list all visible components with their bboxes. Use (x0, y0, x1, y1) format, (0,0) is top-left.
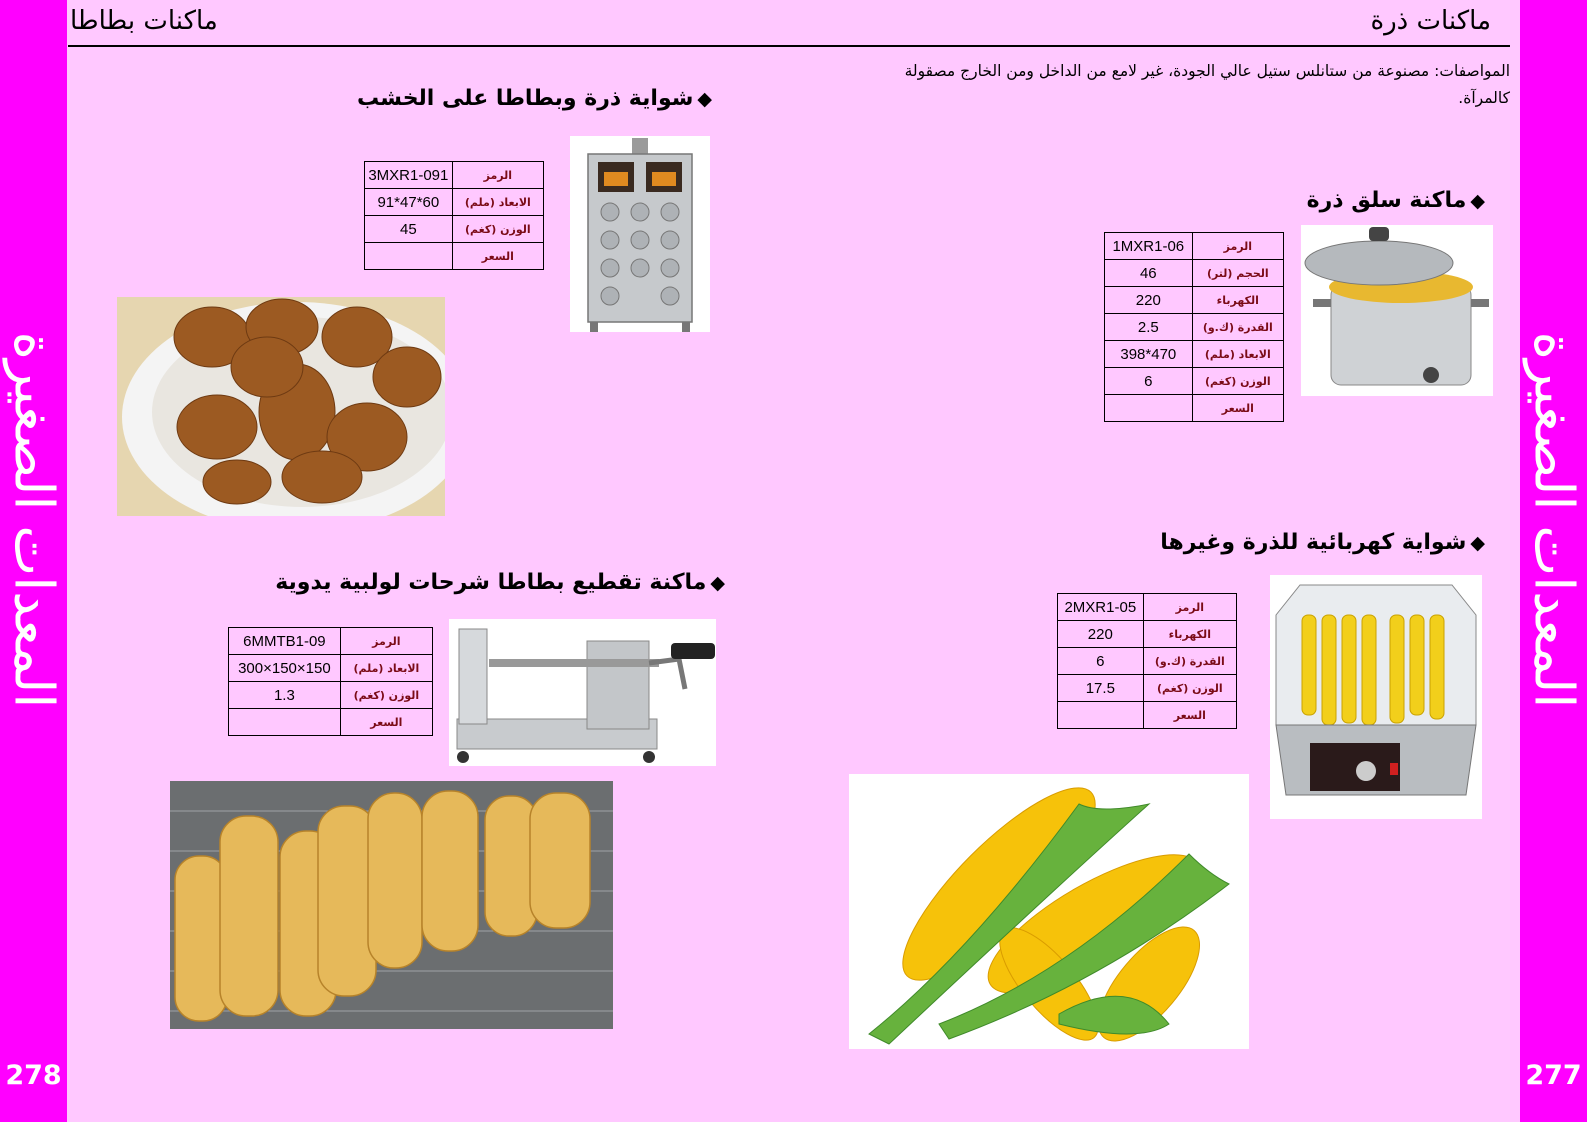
table-row (1105, 314, 1284, 341)
table-row (1105, 260, 1284, 287)
table-row (365, 162, 544, 189)
row-label: السعر (1143, 702, 1236, 729)
row-value: 6 (1058, 648, 1144, 675)
spiral-cutter-photo (449, 619, 716, 766)
specifications-text: المواصفات: مصنوعة من ستانلس ستيل عالي الجودة، غير لامع من الداخل ومن الخارج مصقولة كالمرآة. (904, 62, 1510, 107)
row-label: الابعاد (ملم) (452, 189, 543, 216)
row-value: 150×150×300 (229, 655, 341, 682)
electric-corn-grill-photo (1270, 575, 1482, 819)
row-label: السعر (1192, 395, 1283, 422)
table-row (365, 189, 544, 216)
row-label: الابعاد (ملم) (1192, 341, 1283, 368)
row-label: الرمز (1192, 233, 1283, 260)
row-value: 6MMTB1-09 (229, 628, 341, 655)
row-label: القدرة (ك.و) (1143, 648, 1236, 675)
right-sidebar-title: المعدات الصغيرة (1523, 331, 1584, 709)
table-row (1058, 621, 1237, 648)
row-value: 46 (1105, 260, 1193, 287)
table-row (1105, 341, 1284, 368)
row-label: الوزن (كغم) (452, 216, 543, 243)
row-value (1105, 395, 1193, 422)
bullet-icon: ◆ (710, 572, 725, 594)
product-title-electric-corn-grill (1160, 530, 1485, 555)
left-page-number: 278 (5, 1060, 62, 1091)
row-label: السعر (452, 243, 543, 270)
row-value: 220 (1058, 621, 1144, 648)
row-label: الكهرباء (1192, 287, 1283, 314)
row-label: الحجم (لتر) (1192, 260, 1283, 287)
roasted-potatoes-photo (117, 297, 445, 516)
row-value: 1.3 (229, 682, 341, 709)
row-value: 2MXR1-05 (1058, 594, 1144, 621)
spec-table-electric-corn-grill (1057, 593, 1237, 729)
row-value: 17.5 (1058, 675, 1144, 702)
spec-table-corn-boiler (1104, 232, 1284, 422)
right-sidebar-title-wrap (1520, 0, 1587, 1040)
table-row (365, 243, 544, 270)
row-label: الوزن (كغم) (1143, 675, 1236, 702)
row-label: الوزن (كغم) (340, 682, 432, 709)
row-value: 2.5 (1105, 314, 1193, 341)
product-title-spiral-cutter (275, 570, 725, 595)
row-value (365, 243, 453, 270)
table-row (1058, 675, 1237, 702)
left-page-header: ماكنات بطاطا (70, 6, 218, 36)
row-label: القدرة (ك.و) (1192, 314, 1283, 341)
corn-cobs-photo (849, 774, 1249, 1049)
row-label: الرمز (452, 162, 543, 189)
table-row (229, 682, 433, 709)
wood-grill-photo (570, 136, 710, 332)
table-row (365, 216, 544, 243)
row-label: الوزن (كغم) (1192, 368, 1283, 395)
product-title-text: شواية ذرة وبطاطا على الخشب (357, 86, 694, 111)
table-row (229, 709, 433, 736)
left-sidebar-title: المعدات الصغيرة (3, 331, 64, 709)
product-title-text: شواية كهربائية للذرة وغيرها (1160, 530, 1467, 555)
corn-boiler-photo (1301, 225, 1493, 396)
table-row (1105, 395, 1284, 422)
row-value: 6 (1105, 368, 1193, 395)
row-label: الكهرباء (1143, 621, 1236, 648)
product-title-corn-boiler (1307, 188, 1485, 213)
product-title-text: ماكنة تقطيع بطاطا شرحات لولبية يدوية (275, 570, 707, 595)
table-row (229, 628, 433, 655)
row-label: السعر (340, 709, 432, 736)
bullet-icon: ◆ (1470, 190, 1485, 212)
row-label: الرمز (340, 628, 432, 655)
header-divider (68, 45, 1510, 47)
left-sidebar (0, 0, 67, 1122)
right-page-header: ماكنات ذرة (1370, 6, 1491, 36)
row-value (1058, 702, 1144, 729)
row-value: 220 (1105, 287, 1193, 314)
table-row (1058, 702, 1237, 729)
left-sidebar-title-wrap (0, 0, 67, 1040)
row-value (229, 709, 341, 736)
table-row (1105, 233, 1284, 260)
row-label: الرمز (1143, 594, 1236, 621)
bullet-icon: ◆ (697, 88, 712, 110)
row-value: 3MXR1-091 (365, 162, 453, 189)
product-title-text: ماكنة سلق ذرة (1306, 188, 1467, 213)
row-value: 470*398 (1105, 341, 1193, 368)
row-value: 1MXR1-06 (1105, 233, 1193, 260)
table-row (229, 655, 433, 682)
bullet-icon: ◆ (1470, 532, 1485, 554)
product-title-corn-potato-grill (357, 86, 712, 111)
row-value: 60*47*91 (365, 189, 453, 216)
row-value: 45 (365, 216, 453, 243)
table-row (1058, 594, 1237, 621)
spec-table-spiral-cutter (228, 627, 433, 736)
right-page-number: 277 (1525, 1060, 1582, 1091)
spiral-potatoes-photo (170, 781, 613, 1029)
row-label: الابعاد (ملم) (340, 655, 432, 682)
table-row (1105, 287, 1284, 314)
spec-table-corn-potato-grill (364, 161, 544, 270)
right-sidebar (1520, 0, 1587, 1122)
table-row (1105, 368, 1284, 395)
table-row (1058, 648, 1237, 675)
